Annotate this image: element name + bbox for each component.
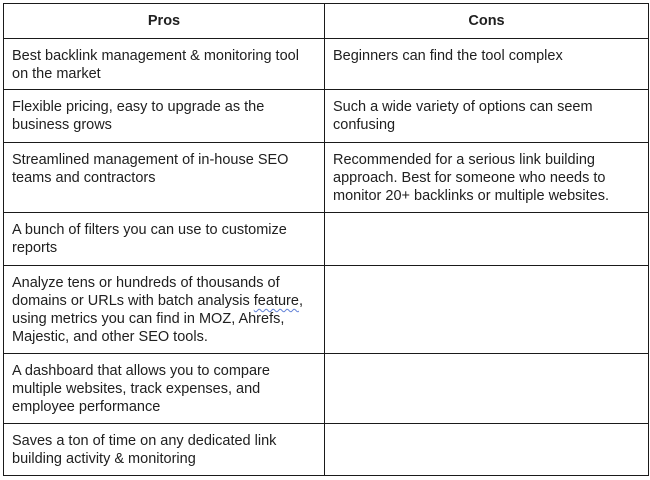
table-row bbox=[4, 213, 649, 266]
pro-cell: A bunch of filters you can use to customize reports bbox=[4, 213, 325, 266]
table-row bbox=[4, 354, 649, 424]
table-row bbox=[4, 143, 649, 213]
spellcheck-word: feature bbox=[253, 292, 299, 309]
pro-cell: Flexible pricing, easy to upgrade as the business grows bbox=[4, 90, 325, 143]
con-cell bbox=[325, 424, 649, 476]
pro-text: , using metrics you can find in MOZ, Ahrefs, Majestic, and other SEO tools. bbox=[12, 292, 303, 345]
pros-header: Pros bbox=[4, 4, 325, 39]
con-cell bbox=[325, 354, 649, 424]
con-cell bbox=[325, 265, 649, 353]
pro-cell: A dashboard that allows you to compare multiple websites, track expenses, and employee performance bbox=[4, 354, 325, 424]
con-cell: Beginners can find the tool complex bbox=[325, 38, 649, 90]
pro-cell: Streamlined management of in-house SEO teams and contractors bbox=[4, 143, 325, 213]
pro-cell: Best backlink management & monitoring tool on the market bbox=[4, 38, 325, 90]
con-cell bbox=[325, 213, 649, 266]
con-cell: Such a wide variety of options can seem confusing bbox=[325, 90, 649, 143]
con-cell: Recommended for a serious link building approach. Best for someone who needs to monitor 20+ backlinks or multiple websites. bbox=[325, 143, 649, 213]
pro-cell: Saves a ton of time on any dedicated link building activity & monitoring bbox=[4, 424, 325, 476]
pro-text: Analyze tens or hundreds of thousands of domains or URLs with batch analysis bbox=[12, 274, 280, 309]
cons-header: Cons bbox=[325, 4, 649, 39]
table-row bbox=[4, 265, 649, 353]
table-header-row bbox=[4, 4, 649, 39]
pros-cons-container bbox=[3, 3, 648, 476]
table-row bbox=[4, 38, 649, 90]
pro-cell bbox=[4, 265, 325, 353]
pros-cons-table bbox=[3, 3, 649, 476]
table-row bbox=[4, 90, 649, 143]
table-row bbox=[4, 424, 649, 476]
